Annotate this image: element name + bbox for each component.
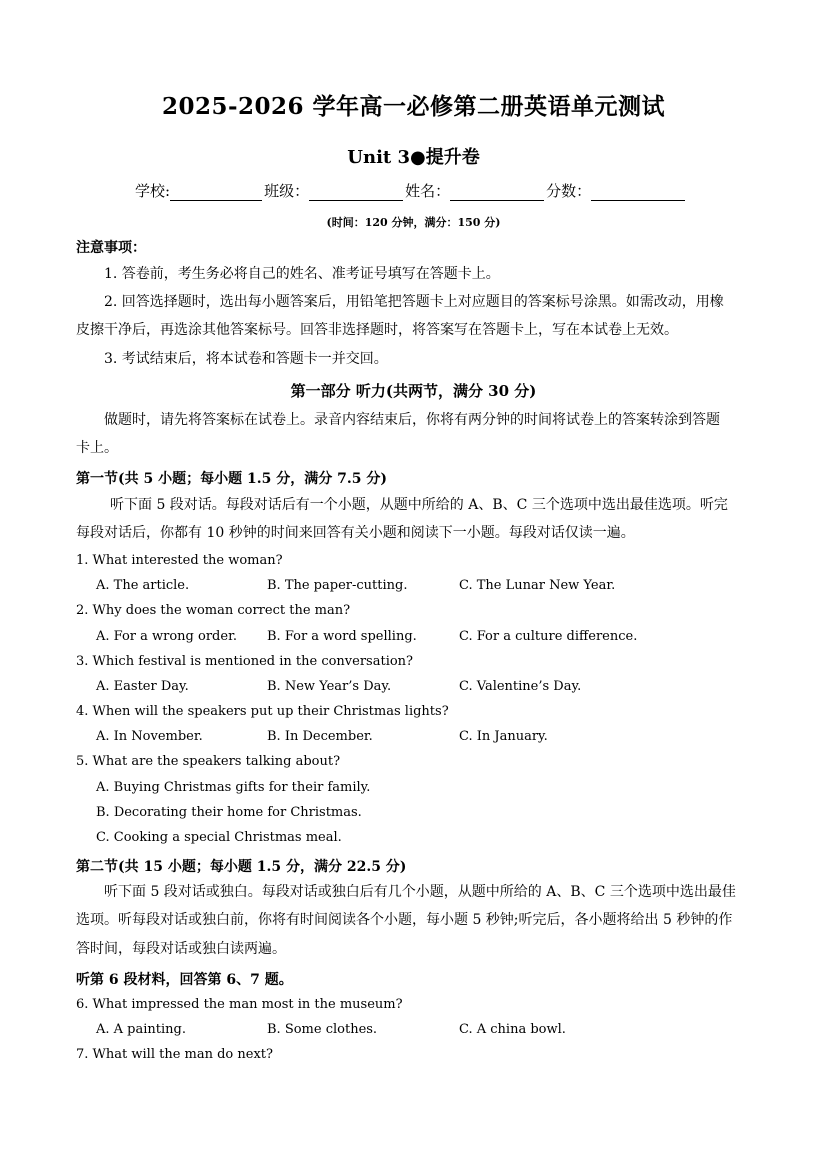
option-a: A. A painting.: [96, 1022, 186, 1037]
option-c: C. Cooking a special Christmas meal.: [96, 830, 342, 845]
option-b: B. For a word spelling.: [267, 629, 417, 644]
name-label: 姓名：: [405, 182, 451, 200]
notes-heading: 注意事项：: [76, 240, 146, 256]
section2-instructions-continued: 答时间，每段对话或独白读两遍。: [76, 941, 286, 957]
school-label: 学校:: [135, 182, 171, 200]
option-a: A. The article.: [96, 578, 190, 593]
part1-instructions-continued: 卡上。: [76, 440, 118, 456]
exam-subtitle: Unit 3●提升卷: [347, 147, 480, 168]
option-c: C. In January.: [459, 729, 548, 744]
class-blank[interactable]: [309, 182, 403, 201]
note-item: 2. 回答选择题时，选出每小题答案后，用铅笔把答题卡上对应题目的答案标号涂黑。如需改动，用橡: [104, 294, 724, 310]
option-a: A. In November.: [96, 729, 203, 744]
option-c: C. The Lunar New Year.: [459, 578, 616, 593]
question-4: 4. When will the speakers put up their Christmas lights?: [76, 704, 449, 719]
option-a: A. For a wrong order.: [96, 629, 237, 644]
exam-title: 2025-2026 学年高一必修第二册英语单元测试: [161, 93, 666, 120]
option-b: B. Some clothes.: [267, 1022, 378, 1037]
note-item-continued: 皮擦干净后，再选涂其他答案标号。回答非选择题时，将答案写在答题卡上，写在本试卷上无效。: [76, 322, 678, 338]
option-c: C. For a culture difference.: [459, 629, 638, 644]
student-info-row: [135, 180, 687, 201]
note-item: 3. 考试结束后，将本试卷和答题卡一并交回。: [104, 351, 388, 367]
section1-instructions-continued: 每段对话后，你都有 10 秒钟的时间来回答有关小题和阅读下一小题。每段对话仅读一遍。: [76, 525, 635, 541]
section1-instructions: 听下面 5 段对话。每段对话后有一个小题，从题中所给的 A、B、C 三个选项中选出最佳选项。听完: [110, 497, 728, 513]
section2-instructions-continued: 选项。听每段对话或独白前，你将有时间阅读各个小题，每小题 5 秒钟;听完后，各小题将给出 5 秒钟的作: [76, 912, 733, 928]
part1-heading: 第一部分 听力(共两节，满分 30 分): [290, 382, 537, 400]
name-blank[interactable]: [450, 182, 544, 201]
score-blank[interactable]: [591, 182, 685, 201]
school-blank[interactable]: [170, 182, 262, 201]
option-b: B. New Year’s Day.: [267, 679, 392, 694]
option-a: A. Buying Christmas gifts for their family.: [96, 780, 371, 795]
score-label: 分数：: [546, 182, 592, 200]
option-b: B. In December.: [267, 729, 373, 744]
section2-instructions: 听下面 5 段对话或独白。每段对话或独白后有几个小题，从题中所给的 A、B、C 三个选项中选出最佳: [104, 884, 736, 900]
question-1: 1. What interested the woman?: [76, 553, 283, 568]
part1-instructions: 做题时，请先将答案标在试卷上。录音内容结束后，你将有两分钟的时间将试卷上的答案转涂到答题: [104, 412, 720, 428]
option-c: C. Valentine’s Day.: [459, 679, 582, 694]
option-b: B. The paper-cutting.: [267, 578, 408, 593]
question-5: 5. What are the speakers talking about?: [76, 754, 341, 769]
option-b: B. Decorating their home for Christmas.: [96, 805, 362, 820]
option-c: C. A china bowl.: [459, 1022, 566, 1037]
section1-heading: 第一节(共 5 小题；每小题 1.5 分，满分 7.5 分): [76, 471, 387, 487]
question-7: 7. What will the man do next?: [76, 1047, 273, 1062]
section2-heading: 第二节(共 15 小题；每小题 1.5 分，满分 22.5 分): [76, 859, 407, 875]
question-3: 3. Which festival is mentioned in the conversation?: [76, 654, 414, 669]
time-info: (时间：120 分钟，满分：150 分): [326, 216, 501, 229]
question-6: 6. What impressed the man most in the museum?: [76, 997, 403, 1012]
class-label: 班级：: [264, 182, 310, 200]
material-heading: 听第 6 段材料，回答第 6、7 题。: [76, 972, 293, 988]
option-a: A. Easter Day.: [96, 679, 189, 694]
note-item: 1. 答卷前，考生务必将自己的姓名、准考证号填写在答题卡上。: [104, 266, 500, 282]
question-2: 2. Why does the woman correct the man?: [76, 603, 351, 618]
